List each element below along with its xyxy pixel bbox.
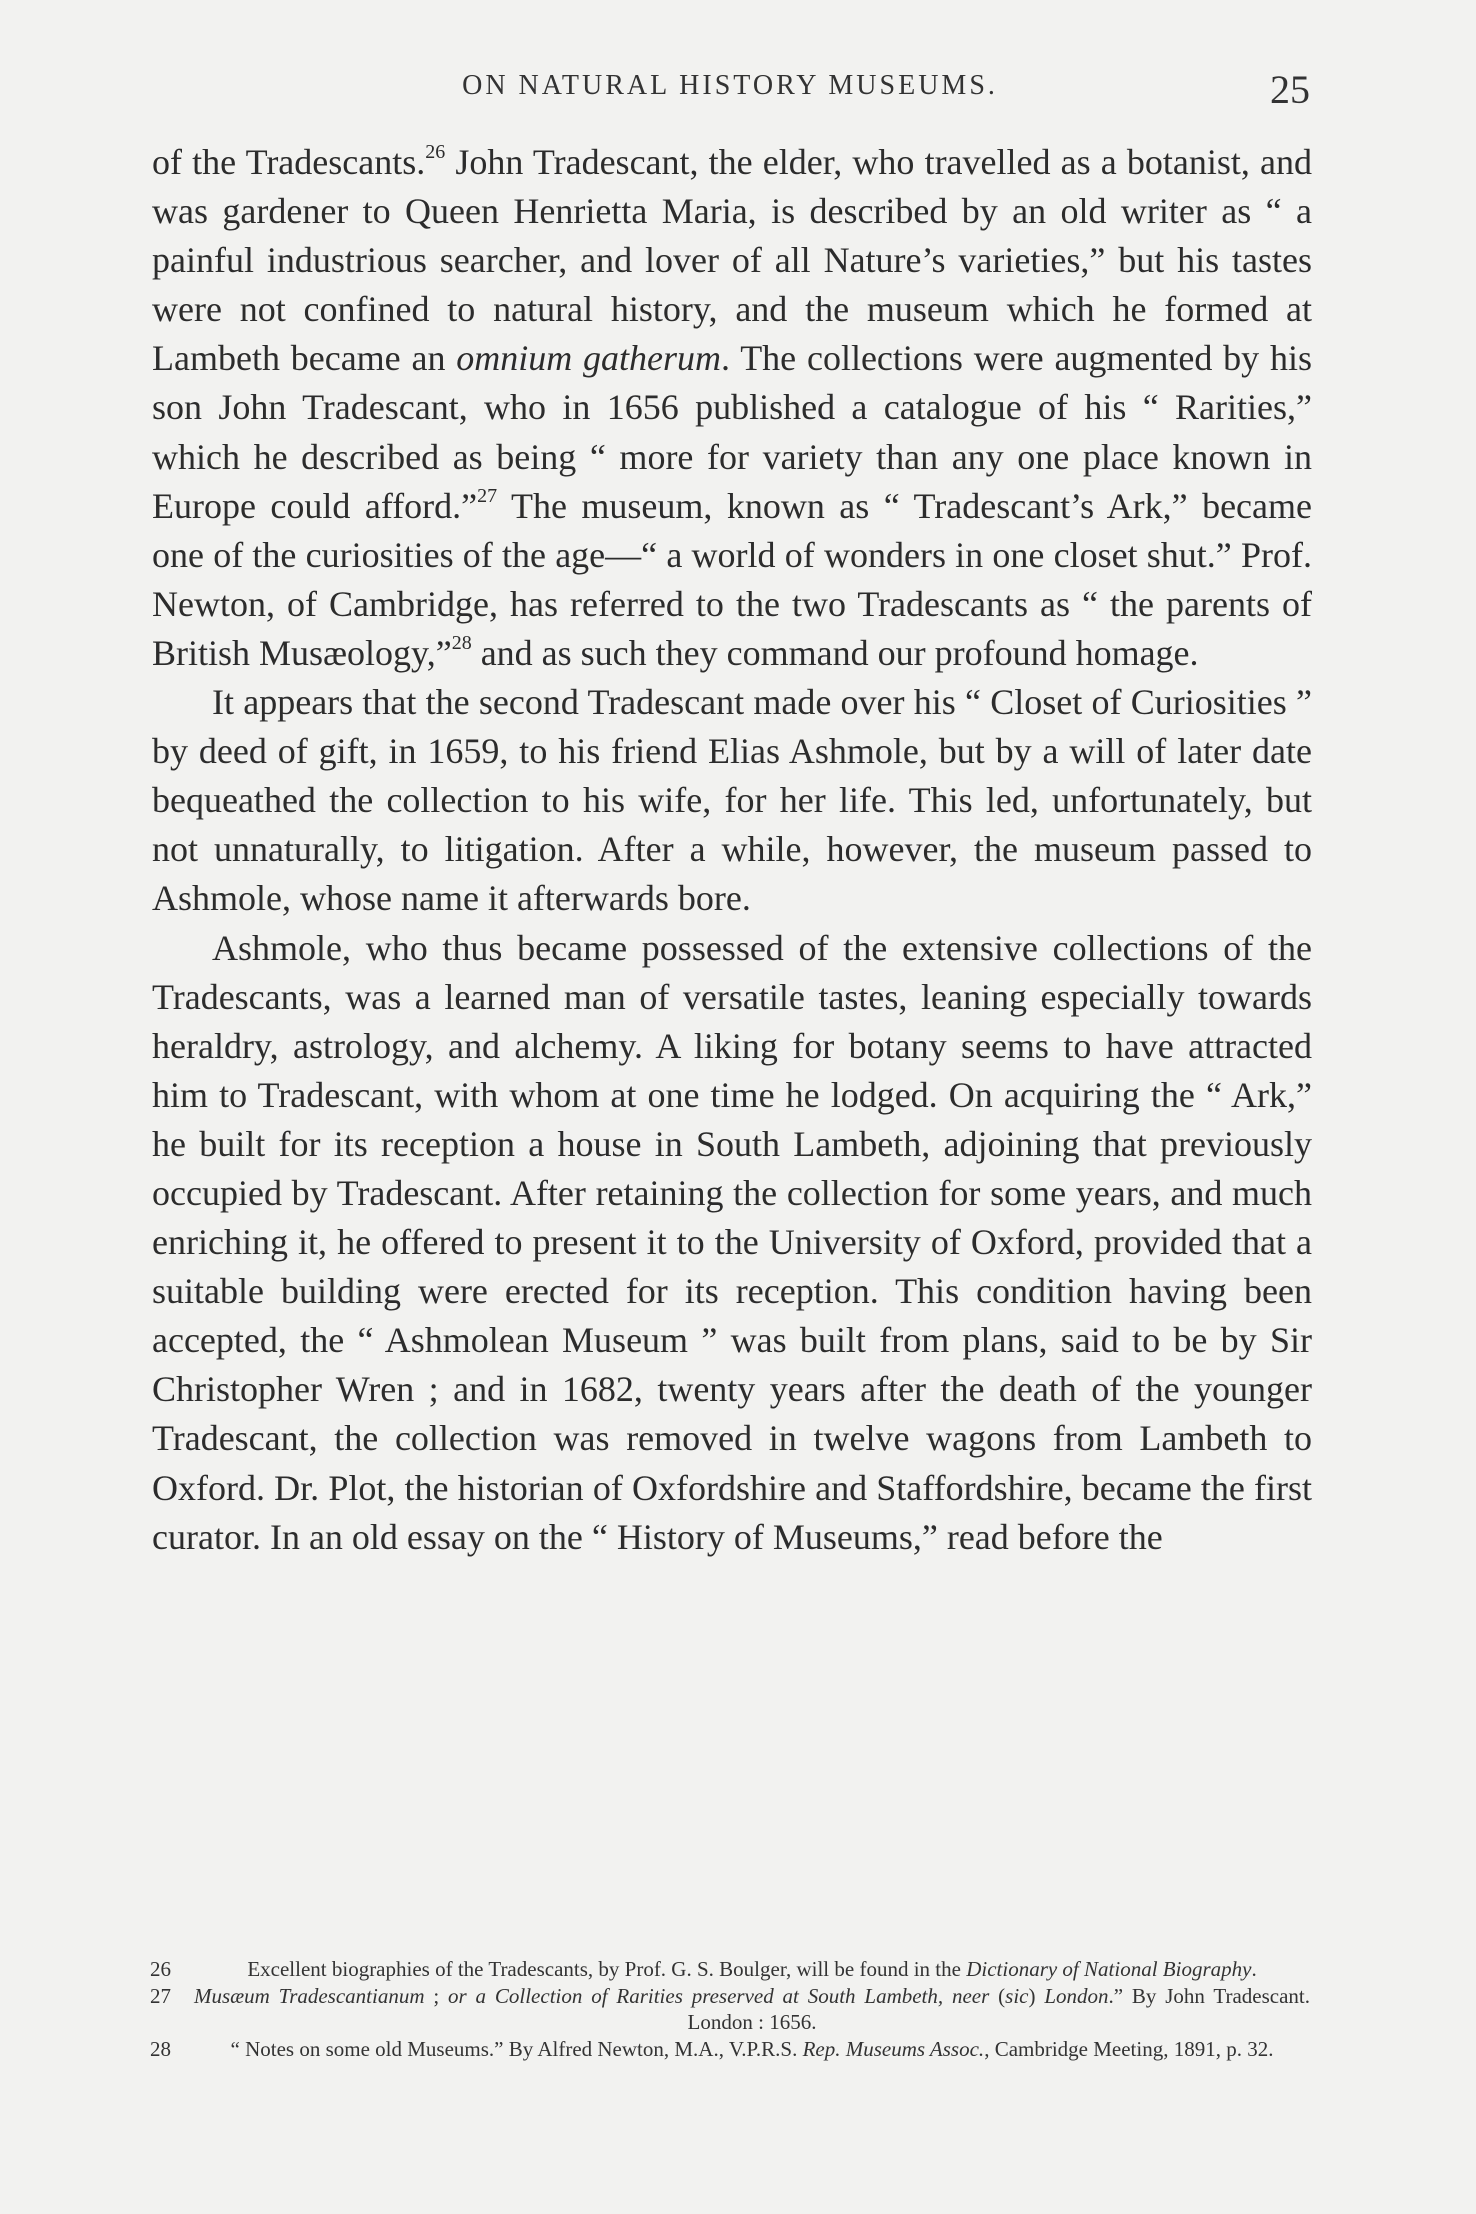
text-run: Ashmole, who thus became possessed of the extensive collections of the Tradescants, was a learned man of versatile tastes, leaning especially towards heraldry, astrology, and alchemy. A liking for botany seems to have attracted him to Tradescant, with whom at one time he lodged. On acquiring the “ Ark,” he built for its reception a house in South Lambeth, adjoining that previously occupied by Tradescant. After retaining the collection for some years, and much enriching it, he offered to present it to the University of Oxford, provided that a suitable building were erected for its reception. This condition having been accepted, the “ Ashmolean Museum ” was built from plans, said to be by Sir Christopher Wren ; and in 1682, twenty years after the death of the younger Tradescant, the collection was removed in twelve wagons from Lambeth to Oxford. Dr. Plot, the historian of Oxfordshire and Staffordshire, became the first curator. In an old essay on the “ History of Museums,” read before the <box>152 927 1312 1557</box>
italic-text: or a Collection of Rarities preserved at South Lambeth, neer <box>448 1983 990 2008</box>
text-run: . The collections were augmented by his son John Tradescant, who in 1656 published a catalogue of his “ Rarities,” which he described as being “ more for variety than any one place known in Europe could afford.” <box>152 338 1312 526</box>
page-header <box>150 66 1310 116</box>
footnote-text <box>194 1983 1310 2036</box>
footnote-number: 26 <box>150 1957 171 1981</box>
paragraph-3 <box>152 924 1312 1562</box>
text-run: . <box>1251 1957 1257 1981</box>
footnote-number: 28 <box>150 2036 171 2061</box>
italic-text: Rep. Museums Assoc. <box>802 2036 985 2061</box>
text-run: The museum, known as “ Tradescant’s Ark,” became one of the curiosities of the age—“ a world of wonders in one closet shut.” Prof. Newton, of Cambridge, has referred to the two Tradescants as “ the parents of British Musæology,” <box>152 485 1312 673</box>
italic-text: Dictionary of National Biography <box>966 1957 1252 1981</box>
italic-text: Musæum Tradescantianum <box>194 1983 425 2008</box>
footnote-ref: 26 <box>425 141 446 163</box>
italic-text: London <box>1044 1983 1109 2008</box>
footnote-ref: 27 <box>477 484 498 507</box>
footnote-text <box>194 1956 1310 1983</box>
text-run: “ Notes on some old Museums.” By Alfred Newton, M.A., V.P.R.S. <box>230 2036 803 2061</box>
text-run: ; <box>424 1983 449 2008</box>
footnote-27 <box>150 1983 1310 2036</box>
text-run: It appears that the second Tradescant made over his “ Closet of Curiosities ” by deed of gift, in 1659, to his friend Elias Ashmole, but by a will of later date bequeathed the collection to his wife, for her life. This led, unfortunately, but not unnaturally, to litigation. After a while, however, the museum passed to Ashmole, whose name it afterwards bore. <box>152 682 1312 919</box>
text-run: and as such they command our profound homage. <box>471 632 1199 673</box>
italic-text: sic <box>1005 1983 1029 2008</box>
text-run: John Tradescant, the elder, who travelled as a botanist, and was gardener to Queen Henrietta Maria, is described by an old writer as “ a painful industrious searcher, and lover of all Nature’s varieties,” but his tastes were not confined to natural history, and the museum which he formed at Lambeth became an <box>152 142 1312 379</box>
page-number: 25 <box>1270 67 1310 112</box>
text-run: of the Tradescants. <box>152 142 426 182</box>
paragraph-2 <box>152 678 1312 923</box>
footnote-ref: 28 <box>451 631 472 654</box>
text-run: , Cambridge Meeting, 1891, p. 32. <box>984 2036 1274 2061</box>
footnote-number: 27 <box>150 1983 171 2008</box>
footnote-text <box>194 2036 1310 2063</box>
running-head: ON NATURAL HISTORY MUSEUMS. <box>462 70 998 101</box>
text-run: ( <box>989 1983 1006 2008</box>
footnote-26 <box>150 1956 1310 1983</box>
text-run: Excellent biographies of the Tradescants, by Prof. G. S. Boulger, will be found in the <box>247 1957 967 1981</box>
footnotes <box>150 1956 1310 2062</box>
text-run: ) <box>1028 1983 1045 2008</box>
italic-text: omnium gatherum <box>456 338 722 379</box>
body-text <box>152 138 1312 1562</box>
paragraph-1 <box>152 138 1312 678</box>
footnote-28 <box>150 2036 1310 2063</box>
text-run: .” By John Tradescant. London : 1656. <box>687 1983 1310 2034</box>
